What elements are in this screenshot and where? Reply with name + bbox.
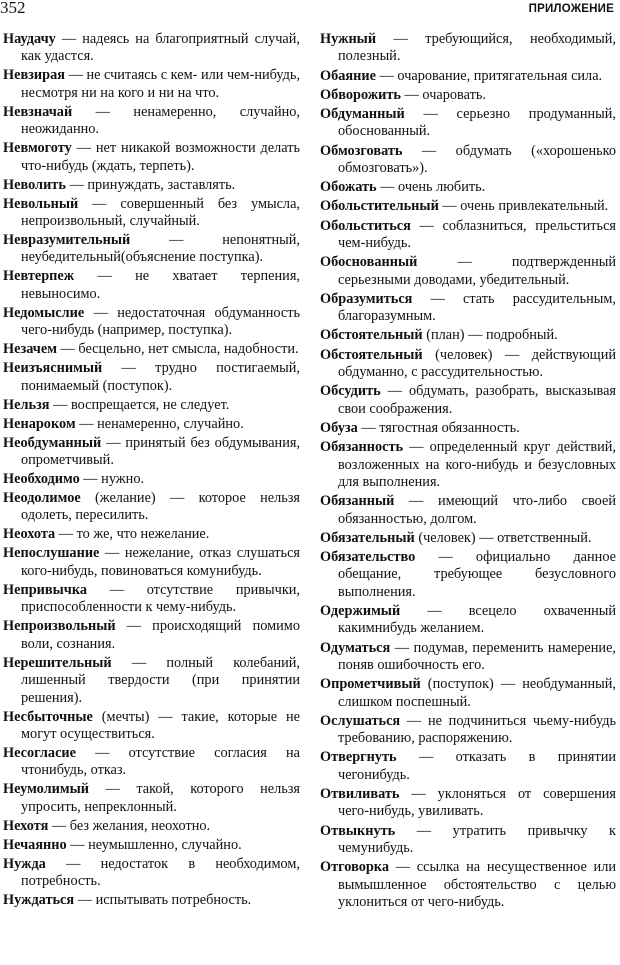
entry-definition: — бесцельно, нет смысла, надобности. (56, 341, 299, 358)
entry-definition: — то же, что нежелание. (55, 526, 210, 543)
glossary-entry (3, 435, 300, 470)
glossary-entry (3, 545, 300, 580)
entry-definition: — официально данное обещание, требующее безусловного выполнения. (338, 548, 616, 600)
entry-term: Обязательство (320, 548, 416, 565)
entry-definition: — принятый без обдумывания, опрометчивый. (21, 434, 300, 469)
entry-definition: — подумав, переменить намерение, поняв ошибочность его. (338, 639, 616, 673)
entry-definition: — необдуманный, слишком поспешный. (338, 676, 616, 710)
glossary-entry (3, 582, 300, 617)
entry-term: Непривычка (3, 581, 88, 598)
glossary-entry (320, 31, 616, 66)
entry-term: Отвиливать (320, 785, 400, 802)
glossary-entry (320, 383, 616, 418)
entry-term: Нерешительный (3, 654, 112, 671)
entry-definition: — действующий обдуманно, с рассудительностью. (338, 346, 616, 381)
entry-qualifier: (план) (422, 327, 465, 344)
entry-term: Обмозговать (320, 142, 403, 159)
glossary-entry (320, 786, 616, 821)
glossary-entry (3, 526, 300, 543)
entry-definition: — неумышленно, случайно. (66, 836, 242, 853)
entry-term: Нуждаться (3, 892, 75, 909)
entry-term: Ослушаться (320, 712, 401, 729)
glossary-entry (3, 837, 300, 854)
entry-term: Необходимо (3, 471, 80, 488)
entry-definition: — такие, которые не могут осуществиться. (21, 708, 300, 742)
entry-term: Отвыкнуть (320, 822, 396, 839)
entry-term: Невзирая (3, 67, 66, 84)
entry-term: Обязанность (320, 439, 404, 456)
entry-definition: — нужно. (79, 471, 145, 488)
glossary-entry (320, 713, 616, 748)
entry-definition: — отсутствие согласия на чтонибудь, отказ. (21, 744, 300, 779)
entry-definition: — ненамеренно, случайно. (75, 415, 244, 432)
entry-term: Непроизвольный (3, 618, 116, 635)
entry-term: Обольстительный (320, 198, 439, 215)
entry-term: Несбыточные (3, 708, 93, 725)
entry-term: Невмоготу (3, 140, 72, 157)
entry-definition: — стать рассудительным, благоразумным. (338, 290, 616, 325)
entry-definition: — не подчиниться чьему-нибудь требованию, распоряжению. (338, 712, 616, 747)
page-number: 352 (0, 0, 26, 17)
glossary-entry (320, 198, 616, 215)
glossary-entry (3, 232, 300, 267)
entry-definition: — которое нельзя одолеть, пересилить. (21, 490, 300, 524)
entry-definition: — трудно постигаемый, понимаемый (поступок). (21, 360, 300, 394)
glossary-entry (3, 416, 300, 433)
entry-term: Обстоятельный (320, 346, 423, 363)
glossary-entry (3, 305, 300, 340)
entry-definition: — всецело охваченный какимнибудь желанием. (338, 602, 616, 637)
glossary-entry (320, 603, 616, 638)
entry-definition: — испытывать потребность. (74, 892, 252, 909)
entry-definition: — не считаясь с кем- или чем-нибудь, несмотря ни на кого и ни на что. (21, 67, 300, 101)
entry-term: Одержимый (320, 602, 401, 619)
entry-definition: — недостаток в необходимом, потребность. (21, 855, 300, 890)
glossary-entry (3, 471, 300, 488)
entry-term: Обоснованный (320, 254, 418, 271)
entry-term: Обязательный (320, 529, 415, 546)
entry-term: Нужный (320, 31, 377, 47)
entry-term: Неизъяснимый (3, 360, 103, 377)
glossary-entry (320, 530, 616, 547)
glossary-entry (320, 68, 616, 85)
entry-term: Обсудить (320, 383, 381, 400)
entry-term: Ненароком (3, 415, 76, 432)
glossary-entry (320, 749, 616, 784)
entry-definition: — происходящий помимо воли, сознания. (21, 618, 300, 652)
right-column (320, 31, 616, 913)
entry-term: Нельзя (3, 396, 50, 413)
entry-definition: — совершенный без умысла, непроизвольный, случайный. (21, 195, 300, 230)
entry-definition: — уклоняться от совершения чего-нибудь, увиливать. (338, 785, 616, 820)
entry-term: Обворожить (320, 86, 401, 103)
entry-term: Обуза (320, 419, 358, 436)
entry-qualifier: (желание) (80, 490, 156, 507)
glossary-entry (3, 196, 300, 231)
left-column (3, 31, 300, 911)
entry-definition: — ненамеренно, случайно, неожиданно. (21, 103, 300, 138)
glossary-entry (320, 859, 616, 911)
entry-definition: — ссылка на несущественное или вымышленное обстоятельство с целью уклониться от чего-нибудь. (338, 859, 616, 911)
entry-qualifier: (поступок) (420, 676, 494, 693)
glossary-entry (3, 360, 300, 395)
glossary-entry (3, 818, 300, 835)
glossary-entry (3, 856, 300, 891)
entry-qualifier: (человек) (422, 346, 493, 363)
entry-term: Неволить (3, 176, 66, 193)
entry-term: Обольститься (320, 217, 411, 234)
entry-definition: — подтвержденный серьезными доводами, убедительный. (338, 254, 616, 288)
glossary-entry (3, 67, 300, 102)
entry-term: Обстоятельный (320, 327, 423, 344)
entry-definition: — очаровать. (400, 86, 486, 103)
glossary-entry (3, 892, 300, 909)
glossary-entry (320, 823, 616, 858)
entry-definition: — не хватает терпения, невыносимо. (21, 268, 300, 302)
entry-term: Нужда (3, 855, 46, 872)
entry-definition: — очень любить. (376, 179, 486, 196)
entry-term: Невзначай (3, 103, 73, 120)
entry-definition: — имеющий что-либо своей обязанностью, долгом. (338, 493, 616, 527)
glossary-entry (3, 397, 300, 414)
glossary-entry (320, 218, 616, 253)
entry-qualifier: (мечты) (92, 708, 150, 725)
entry-definition: — очень привлекательный. (438, 198, 609, 215)
entry-term: Невразумительный (3, 232, 131, 249)
entry-definition: — недостаточная обдуманность чего-нибудь (например, поступка). (21, 304, 300, 339)
glossary-entry (3, 177, 300, 194)
entry-term: Нечаянно (3, 836, 67, 853)
glossary-entry (320, 87, 616, 104)
entry-definition: — отказать в принятии чегонибудь. (338, 749, 616, 783)
entry-definition: — обдумать, разобрать, высказывая свои соображения. (338, 383, 616, 417)
entry-term: Неодолимое (3, 490, 81, 507)
entry-qualifier: (человек) (414, 529, 476, 546)
entry-term: Неохота (3, 526, 56, 543)
entry-term: Незачем (3, 341, 57, 358)
running-title: ПРИЛОЖЕНИЕ (528, 3, 614, 15)
entry-definition: — непонятный, неубедительный(объяснение поступка). (21, 232, 300, 266)
glossary-entry (320, 106, 616, 141)
entry-term: Нехотя (3, 817, 49, 834)
entry-definition: — ответственный. (475, 529, 592, 546)
entry-definition: — требующийся, необходимый, полезный. (338, 31, 616, 65)
entry-term: Обожать (320, 179, 377, 196)
entry-term: Обязанный (320, 493, 395, 510)
entry-definition: — надеясь на благоприятный случай, как удастся. (21, 31, 300, 65)
glossary-entry (320, 327, 616, 344)
glossary-entry (3, 618, 300, 653)
entry-definition: — отсутствие привычки, приспособленности к чему-нибудь. (21, 581, 300, 616)
entry-term: Непослушание (3, 545, 100, 562)
entry-definition: — определенный круг действий, возложенных на кого-нибудь и безусловных для выполнения. (338, 439, 616, 490)
entry-definition: — обдумать («хорошенько обмозговать»). (338, 142, 616, 177)
glossary-entry (320, 493, 616, 528)
entry-definition: — тягостная обязанность. (357, 419, 520, 436)
glossary-entry (320, 179, 616, 196)
glossary-entry (3, 490, 300, 525)
glossary-entry (3, 31, 300, 66)
entry-definition: — соблазниться, прельститься чем-нибудь. (338, 217, 616, 252)
entry-term: Несогласие (3, 744, 76, 761)
glossary-entry (320, 676, 616, 711)
glossary-entry (320, 439, 616, 491)
entry-definition: — нет никакой возможности делать что-нибудь (ждать, терпеть). (21, 140, 300, 174)
entry-definition: — такой, которого нельзя упросить, непреклонный. (21, 781, 300, 815)
entry-definition: — принуждать, заставлять. (65, 176, 236, 193)
entry-term: Отговорка (320, 859, 389, 876)
entry-term: Неумолимый (3, 781, 89, 798)
entry-term: Одуматься (320, 639, 391, 656)
entry-definition: — утратить привычку к чемунибудь. (338, 822, 616, 856)
entry-definition: — воспрещается, не следует. (49, 396, 230, 413)
glossary-entry (320, 347, 616, 382)
glossary-entry (3, 709, 300, 744)
glossary-entry (3, 104, 300, 139)
entry-definition: — серьезно продуманный, обоснованный. (338, 106, 616, 140)
entry-term: Отвергнуть (320, 749, 397, 766)
glossary-entry (3, 655, 300, 707)
glossary-entry (3, 140, 300, 175)
glossary-entry (320, 291, 616, 326)
glossary-entry (320, 549, 616, 601)
entry-term: Необдуманный (3, 434, 102, 451)
entry-term: Невольный (3, 195, 79, 212)
entry-term: Опрометчивый (320, 676, 421, 693)
entry-definition: — нежелание, отказ слушаться кого-нибудь, повиноваться комунибудь. (21, 545, 300, 579)
entry-definition: — полный колебаний, лишенный твердости (при принятии решения). (21, 654, 300, 706)
glossary-entry (3, 341, 300, 358)
entry-term: Образумиться (320, 290, 413, 307)
entry-definition: — без желания, неохотно. (48, 817, 211, 834)
entry-definition: — очарование, притягательная сила. (375, 67, 603, 84)
entry-term: Недомыслие (3, 304, 85, 321)
glossary-entry (3, 781, 300, 816)
glossary-entry (3, 745, 300, 780)
entry-term: Обдуманный (320, 106, 405, 123)
entry-definition: — подробный. (464, 327, 558, 344)
entry-term: Наудачу (3, 31, 56, 47)
glossary-entry (320, 143, 616, 178)
entry-term: Невтерпеж (3, 268, 75, 285)
glossary-entry (320, 254, 616, 289)
glossary-entry (320, 420, 616, 437)
glossary-entry (320, 640, 616, 675)
glossary-entry (3, 268, 300, 303)
entry-term: Обаяние (320, 67, 376, 84)
